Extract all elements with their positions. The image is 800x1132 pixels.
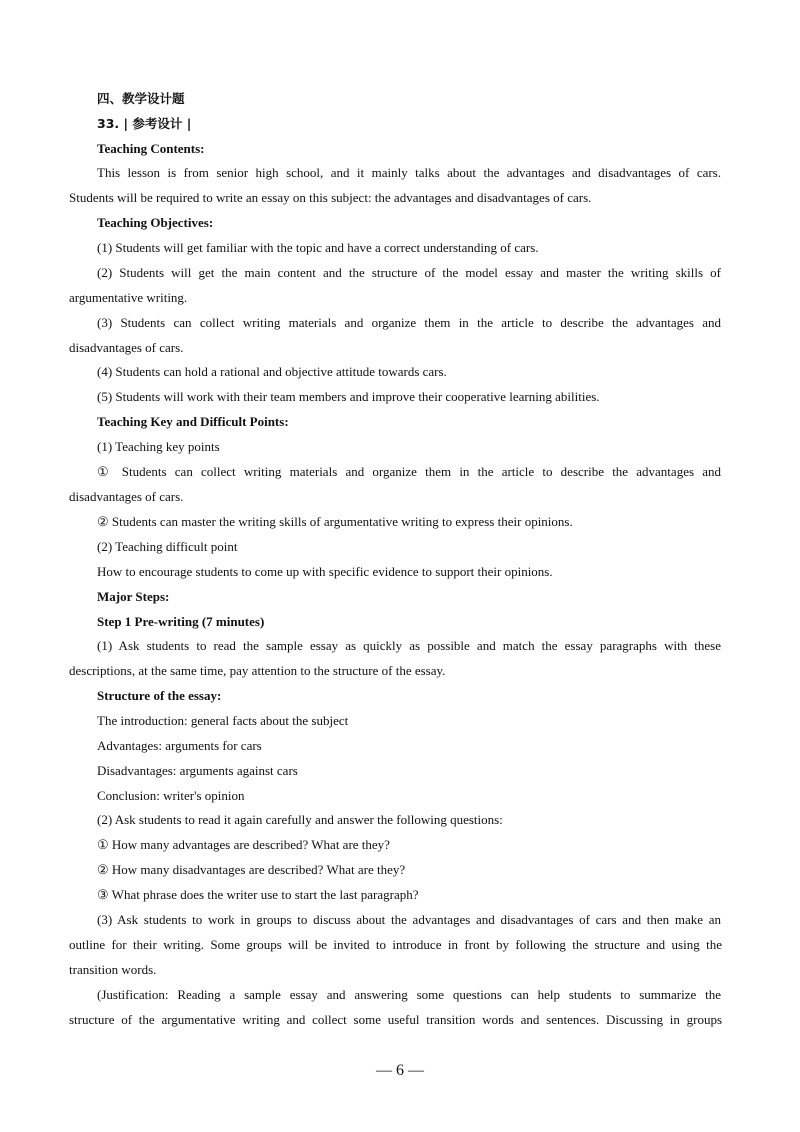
- teaching-contents-heading: Teaching Contents:: [97, 141, 205, 156]
- key-point-item: ① Students can collect writing materials and organize them in the article to describe the advantages and: [97, 464, 721, 479]
- contents-paragraph-line: Students will be required to write an essay on this subject: the advantages and disadvantages of cars.: [69, 190, 592, 205]
- objective-item-continued: argumentative writing.: [69, 290, 188, 305]
- structure-heading: Structure of the essay:: [97, 688, 222, 703]
- teaching-objectives-heading: Teaching Objectives:: [97, 215, 214, 230]
- objective-item: (1) Students will get familiar with the topic and have a correct understanding of cars.: [97, 240, 539, 255]
- objective-item: (3) Students can collect writing materials and organize them in the article to describe the advantages and: [97, 315, 721, 330]
- structure-item: Disadvantages: arguments against cars: [97, 763, 298, 778]
- page-number: — 6 —: [376, 1062, 424, 1079]
- justification-line: (Justification: Reading a sample essay and answering some questions can help students to summarize the: [97, 987, 721, 1002]
- major-steps-heading: Major Steps:: [97, 589, 170, 604]
- justification-line: structure of the argumentative writing and collect some useful transition words and sentences. Discussing in groups: [69, 1012, 722, 1027]
- objective-item: (2) Students will get the main content and the structure of the model essay and master the writing skills of: [97, 265, 721, 280]
- key-point-item: ② Students can master the writing skills of argumentative writing to express their opinions.: [97, 514, 573, 529]
- question-item: ② How many disadvantages are described? What are they?: [97, 862, 406, 877]
- difficult-point-subheading: (2) Teaching difficult point: [97, 539, 238, 554]
- key-points-heading: Teaching Key and Difficult Points:: [97, 414, 289, 429]
- step1-heading: Step 1 Pre-writing (7 minutes): [97, 614, 265, 629]
- objective-item: (4) Students can hold a rational and objective attitude towards cars.: [97, 364, 447, 379]
- structure-item: The introduction: general facts about the subject: [97, 713, 349, 728]
- objective-item-continued: disadvantages of cars.: [69, 340, 184, 355]
- structure-item: Advantages: arguments for cars: [97, 738, 262, 753]
- key-point-item-continued: disadvantages of cars.: [69, 489, 184, 504]
- difficult-point-text: How to encourage students to come up with specific evidence to support their opinions.: [97, 564, 553, 579]
- question-item: ③ What phrase does the writer use to start the last paragraph?: [97, 887, 419, 902]
- key-points-subheading: (1) Teaching key points: [97, 439, 220, 454]
- structure-item: Conclusion: writer's opinion: [97, 788, 245, 803]
- step-paragraph-line: transition words.: [69, 962, 157, 977]
- contents-paragraph-line: This lesson is from senior high school, and it mainly talks about the advantages and disadvantages of cars.: [97, 165, 721, 180]
- step-paragraph-line: descriptions, at the same time, pay attention to the structure of the essay.: [69, 663, 446, 678]
- question-item: ① How many advantages are described? What are they?: [97, 837, 390, 852]
- step-paragraph-line: (2) Ask students to read it again carefully and answer the following questions:: [97, 812, 503, 827]
- step-paragraph-line: outline for their writing. Some groups will be invited to introduce in front by following the structure and using the: [69, 937, 722, 952]
- question-label: 33. | 参考设计 |: [97, 116, 192, 131]
- step-paragraph-line: (3) Ask students to work in groups to discuss about the advantages and disadvantages of cars and then make an: [97, 912, 721, 927]
- section-heading: 四、教学设计题: [97, 91, 185, 106]
- step-paragraph-line: (1) Ask students to read the sample essay as quickly as possible and match the essay paragraphs with these: [97, 638, 721, 653]
- objective-item: (5) Students will work with their team members and improve their cooperative learning abilities.: [97, 389, 600, 404]
